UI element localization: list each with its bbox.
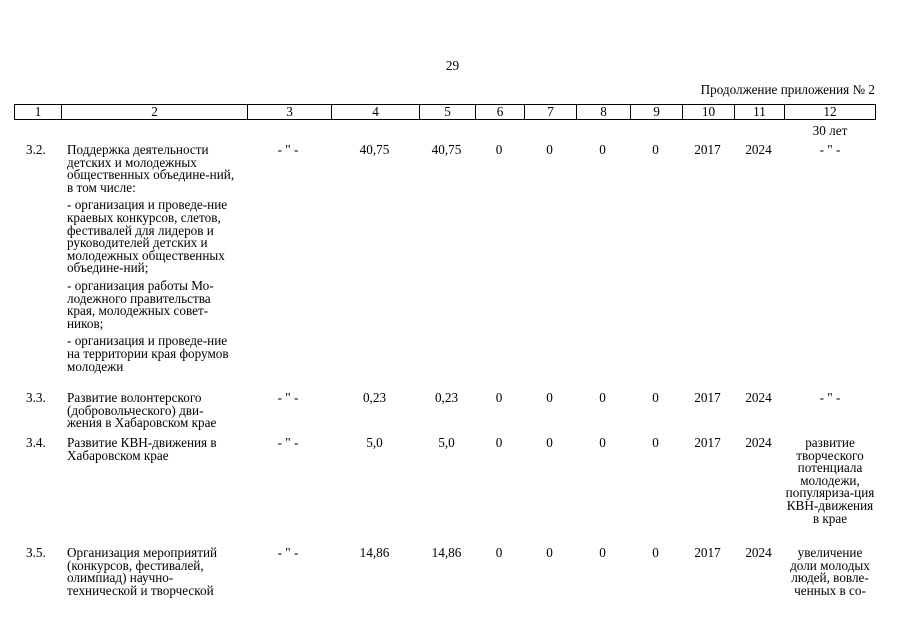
cell-col-10: 2017 <box>694 390 721 405</box>
cell-col-11: 2024 <box>745 435 772 450</box>
description-paragraph: Развитие волонтерского (добровольческого) дви-жения в Хабаровском крае <box>67 390 217 431</box>
cell-col-3: - " - <box>277 435 299 450</box>
row-description <box>67 392 237 430</box>
cell-col-9: 0 <box>652 435 659 450</box>
cell-col-6: 0 <box>495 142 503 157</box>
cell-col-9: 0 <box>652 390 659 405</box>
description-paragraph: Развитие КВН-движения в Хабаровском крае <box>67 435 217 463</box>
header-cell-11: 11 <box>734 105 784 119</box>
cell-col-11: 2024 <box>745 545 772 560</box>
header-cell-10: 10 <box>682 105 734 119</box>
cell-col-4: 5,0 <box>366 435 383 450</box>
cell-col-8: 0 <box>599 142 606 157</box>
table-header-row <box>14 104 876 120</box>
cell-col-7: 0 <box>546 435 553 450</box>
cell-col-8: 0 <box>599 390 606 405</box>
description-paragraph: - организация работы Мо-лодежного правительства края, молодежных совет-ников; <box>67 277 214 331</box>
row-number: 3.2. <box>26 142 46 157</box>
cell-col-3: - " - <box>277 545 299 560</box>
cell-col-6: 0 <box>495 545 503 560</box>
description-paragraph: - организация и проведе-ние краевых конкурсов, слетов, фестивалей для лидеров и руководителей детских и молодежных общественных объедине-ний; <box>67 197 228 276</box>
overflow-cell-text: 30 лет <box>812 123 848 138</box>
cell-col-7: 0 <box>546 545 553 560</box>
cell-col-4: 40,75 <box>359 142 390 157</box>
cell-col-5: 0,23 <box>434 390 459 405</box>
cell-col-11: 2024 <box>745 142 772 157</box>
row-number: 3.3. <box>26 390 46 405</box>
cell-col-4: 0,23 <box>362 390 387 405</box>
cell-col-3: - " - <box>277 390 299 405</box>
header-cell-5: 5 <box>419 105 475 119</box>
cell-col-12: - " - <box>819 142 841 157</box>
cell-col-10: 2017 <box>694 545 721 560</box>
cell-col-12: увеличение доли молодых людей, вовле-ченных в со- <box>790 545 870 598</box>
cell-col-12: развитие творческого потенциала молодежи, популяриза-ция КВН-движения в крае <box>785 435 875 526</box>
header-cell-6: 6 <box>475 105 524 119</box>
header-cell-1: 1 <box>34 104 42 119</box>
header-cell-8: 8 <box>576 105 630 119</box>
page-number: 29 <box>445 58 460 73</box>
description-paragraph: Организация мероприятий (конкурсов, фестивалей, олимпиад) научно-технической и творческой <box>67 545 218 598</box>
row-number: 3.5. <box>26 545 46 560</box>
cell-col-9: 0 <box>652 545 659 560</box>
cell-col-5: 14,86 <box>431 545 462 560</box>
header-cell-9: 9 <box>630 105 682 119</box>
cell-col-8: 0 <box>599 545 606 560</box>
row-description <box>67 547 237 597</box>
header-cell-12: 12 <box>784 105 875 119</box>
row-number: 3.4. <box>26 435 46 450</box>
cell-col-7: 0 <box>546 390 553 405</box>
cell-col-8: 0 <box>599 435 606 450</box>
cell-col-12: - " - <box>819 390 841 405</box>
cell-col-3: - " - <box>277 142 299 157</box>
header-cell-3: 3 <box>247 105 331 119</box>
cell-col-4: 14,86 <box>359 545 390 560</box>
cell-col-5: 40,75 <box>431 142 462 157</box>
cell-col-9: 0 <box>652 142 659 157</box>
cell-col-10: 2017 <box>694 142 721 157</box>
row-description <box>67 437 237 462</box>
description-paragraph: Поддержка деятельности детских и молодежных общественных объедине-ний, в том числе: <box>67 142 235 195</box>
header-cell-7: 7 <box>524 105 576 119</box>
header-cell-2: 2 <box>61 105 247 119</box>
row-description <box>67 144 237 373</box>
header-cell-4: 4 <box>331 105 419 119</box>
cell-col-10: 2017 <box>694 435 721 450</box>
cell-col-6: 0 <box>495 435 503 450</box>
continuation-caption: Продолжение приложения № 2 <box>700 82 875 97</box>
description-paragraph: - организация и проведе-ние на территории края форумов молодежи <box>67 333 229 374</box>
cell-col-5: 5,0 <box>438 435 455 450</box>
cell-col-6: 0 <box>495 390 503 405</box>
cell-col-11: 2024 <box>745 390 772 405</box>
cell-col-7: 0 <box>546 142 553 157</box>
